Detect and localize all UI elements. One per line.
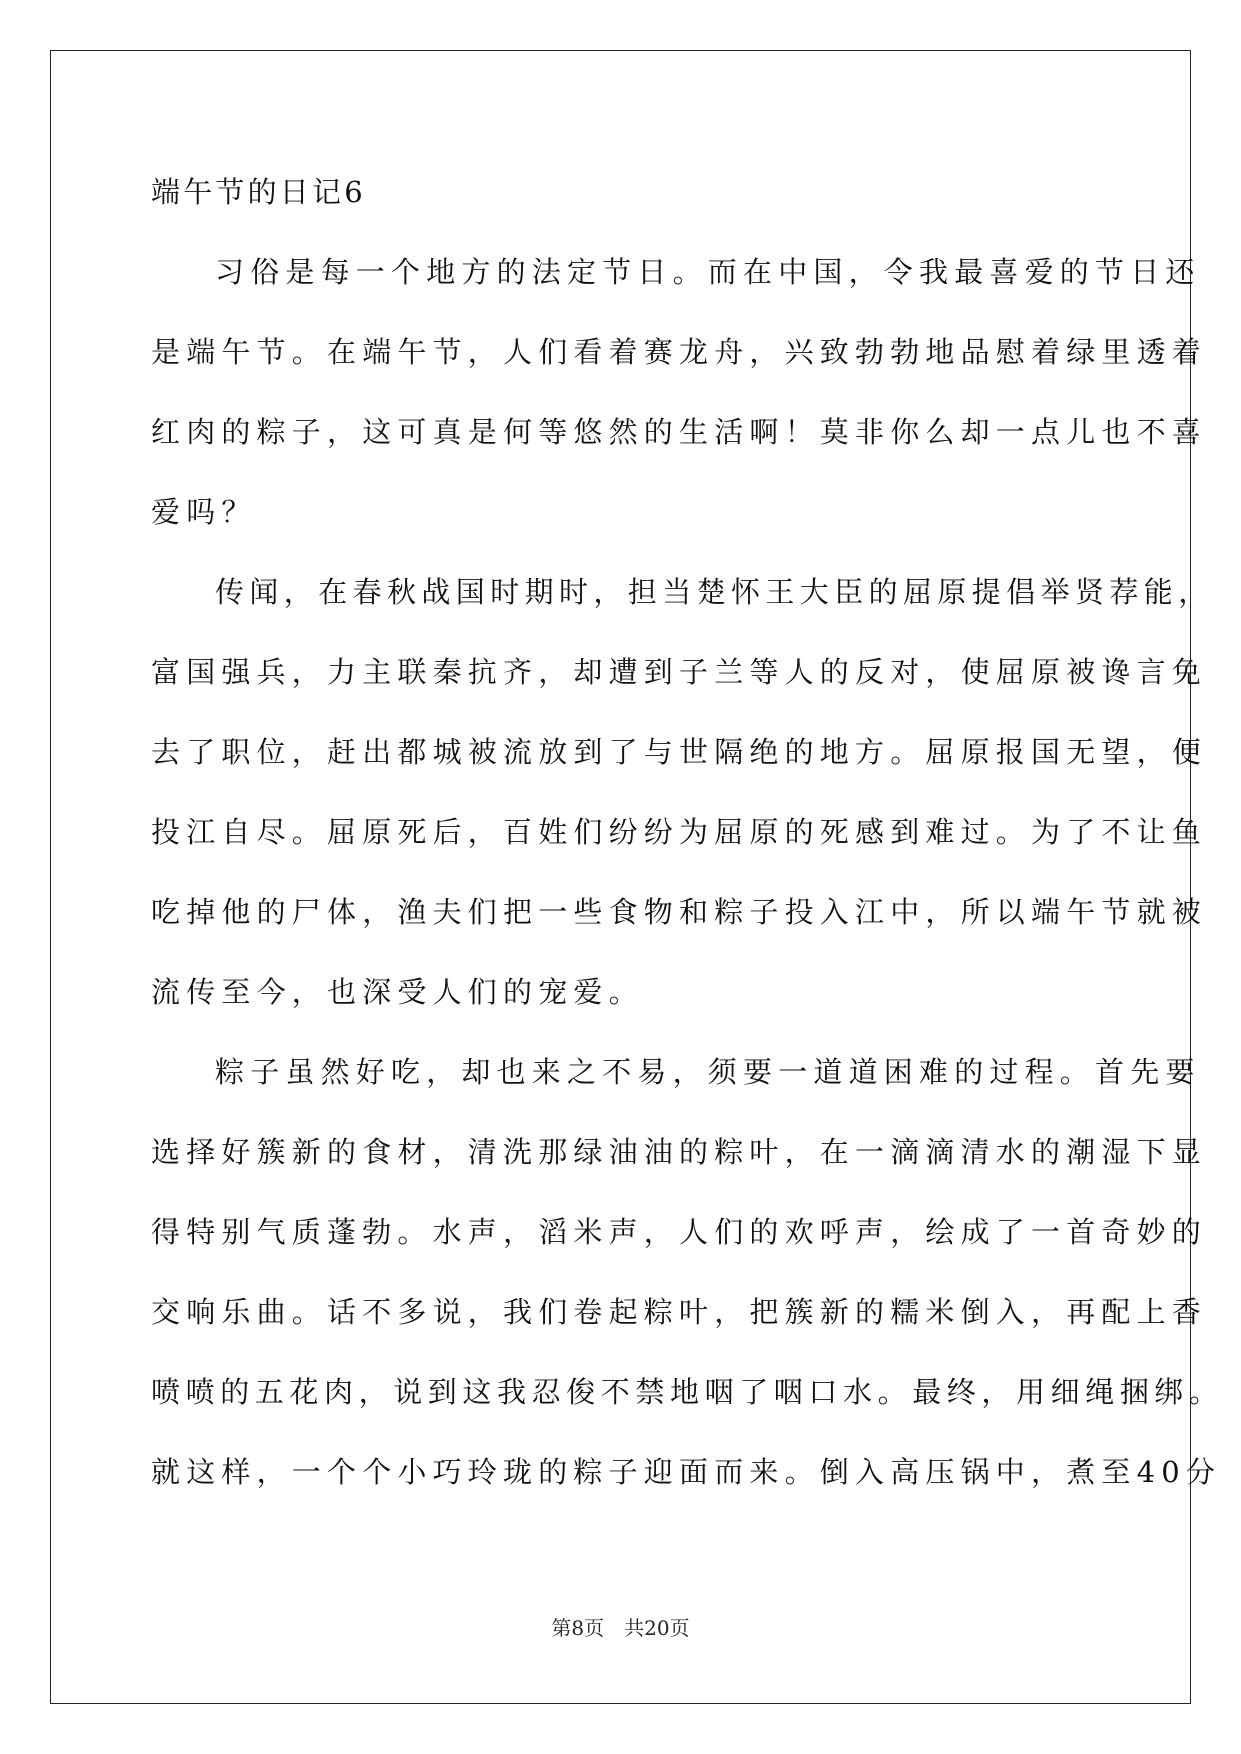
paragraph-2-line-6: 流传至今，也深受人们的宠爱。: [151, 975, 644, 1009]
paragraph-3-line-5: 喷喷的五花肉，说到这我忍俊不禁地咽了咽口水。最终，用细绳捆绑。: [151, 1375, 1224, 1409]
paragraph-3-line-3: 得特别气质蓬勃。水声，滔米声，人们的欢呼声，绘成了一首奇妙的: [151, 1215, 1208, 1249]
paragraph-1-line-4: 爱吗？: [151, 495, 257, 529]
document-title: 端午节的日记6: [151, 175, 366, 209]
paragraph-3-line-2: 选择好簇新的食材，清洗那绿油油的粽叶，在一滴滴清水的潮湿下显: [151, 1135, 1208, 1169]
paragraph-1-line-2: 是端午节。在端午节，人们看着赛龙舟，兴致勃勃地品慰着绿里透着: [151, 335, 1208, 369]
paragraph-2-line-5: 吃掉他的尸体，渔夫们把一些食物和粽子投入江中，所以端午节就被: [151, 895, 1208, 929]
paragraph-2-line-2: 富国强兵，力主联秦抗齐，却遭到子兰等人的反对，使屈原被谗言免: [151, 655, 1208, 689]
paragraph-1-line-3: 红肉的粽子，这可真是何等悠然的生活啊！莫非你么却一点儿也不喜: [151, 415, 1208, 449]
paragraph-2-line-3: 去了职位，赶出都城被流放到了与世隔绝的地方。屈原报国无望，便: [151, 735, 1208, 769]
page-number-footer: 第8页 共20页: [551, 1616, 690, 1640]
paragraph-2-line-4: 投江自尽。屈原死后，百姓们纷纷为屈原的死感到难过。为了不让鱼: [151, 815, 1208, 849]
paragraph-1-line-1: 习俗是每一个地方的法定节日。而在中国，令我最喜爱的节日还: [215, 255, 1201, 289]
paragraph-3-line-1: 粽子虽然好吃，却也来之不易，须要一道道困难的过程。首先要: [215, 1055, 1201, 1089]
paragraph-3-line-6: 就这样，一个个小巧玲珑的粽子迎面而来。倒入高压锅中，煮至40分: [151, 1455, 1222, 1489]
paragraph-3-line-4: 交响乐曲。话不多说，我们卷起粽叶，把簇新的糯米倒入，再配上香: [151, 1295, 1208, 1329]
paragraph-2-line-1: 传闻，在春秋战国时期时，担当楚怀王大臣的屈原提倡举贤荐能，: [215, 575, 1213, 609]
